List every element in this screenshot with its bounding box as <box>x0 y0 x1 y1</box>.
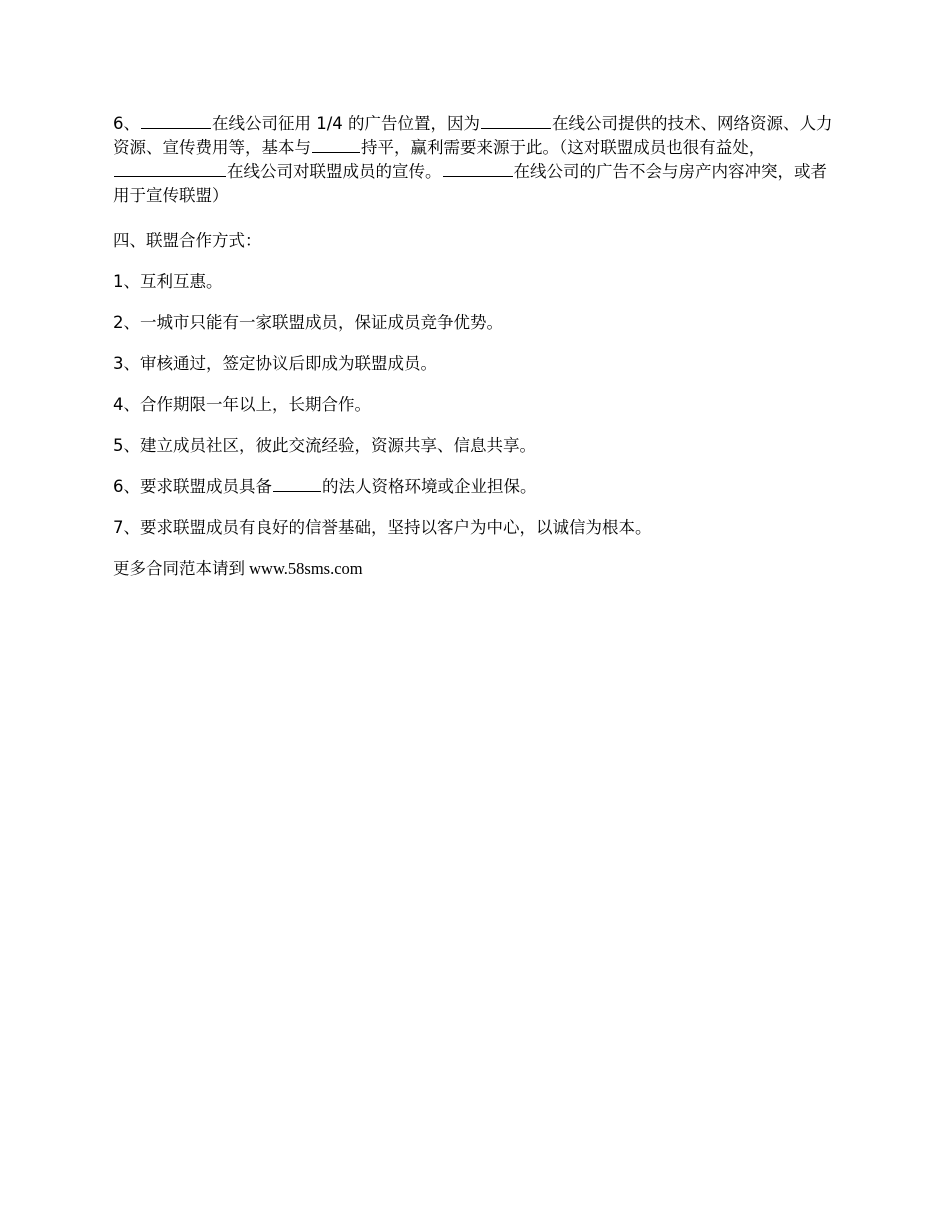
list-item-5: 5、建立成员社区，彼此交流经验，资源共享、信息共享。 <box>113 436 536 455</box>
fill-blank-2 <box>481 112 551 129</box>
list-item-6 <box>113 475 835 499</box>
paragraph-6-advertising <box>113 112 835 208</box>
p6-text-3: 持平，赢利需要来源于此。（这对联盟成员也很有益处， <box>361 138 766 157</box>
fill-blank-6 <box>273 475 321 492</box>
section-heading: 四、联盟合作方式： <box>113 231 262 250</box>
p6-number: 6、 <box>113 114 140 133</box>
fill-blank-1 <box>141 112 211 129</box>
fill-blank-3 <box>312 136 360 153</box>
fill-blank-4 <box>114 160 226 177</box>
item6-text-1: 6、要求联盟成员具备 <box>113 477 272 496</box>
list-item-3: 3、审核通过，签定协议后即成为联盟成员。 <box>113 354 437 373</box>
list-item-7: 7、要求联盟成员有良好的信誉基础，坚持以客户为中心，以诚信为根本。 <box>113 518 652 537</box>
p6-text-1: 在线公司征用 1/4 的广告位置，因为 <box>212 114 481 133</box>
item6-text-2: 的法人资格环境或企业担保。 <box>322 477 537 496</box>
list-item-2: 2、一城市只能有一家联盟成员，保证成员竞争优势。 <box>113 313 503 332</box>
p6-text-5: 在线公司的广告不会与房产内容冲突，或者用于宣传联盟） <box>113 162 827 205</box>
footer-note: 更多合同范本请到 www.58sms.com <box>113 559 363 578</box>
fill-blank-5 <box>443 160 513 177</box>
document-page <box>113 112 835 598</box>
p6-text-2: 在线公司提供的技术、网络资源、人力资源、宣传费用等，基本与 <box>113 114 833 157</box>
list-item-1: 1、互利互惠。 <box>113 272 223 291</box>
list-item-4: 4、合作期限一年以上，长期合作。 <box>113 395 371 414</box>
p6-text-4: 在线公司对联盟成员的宣传。 <box>227 162 442 181</box>
